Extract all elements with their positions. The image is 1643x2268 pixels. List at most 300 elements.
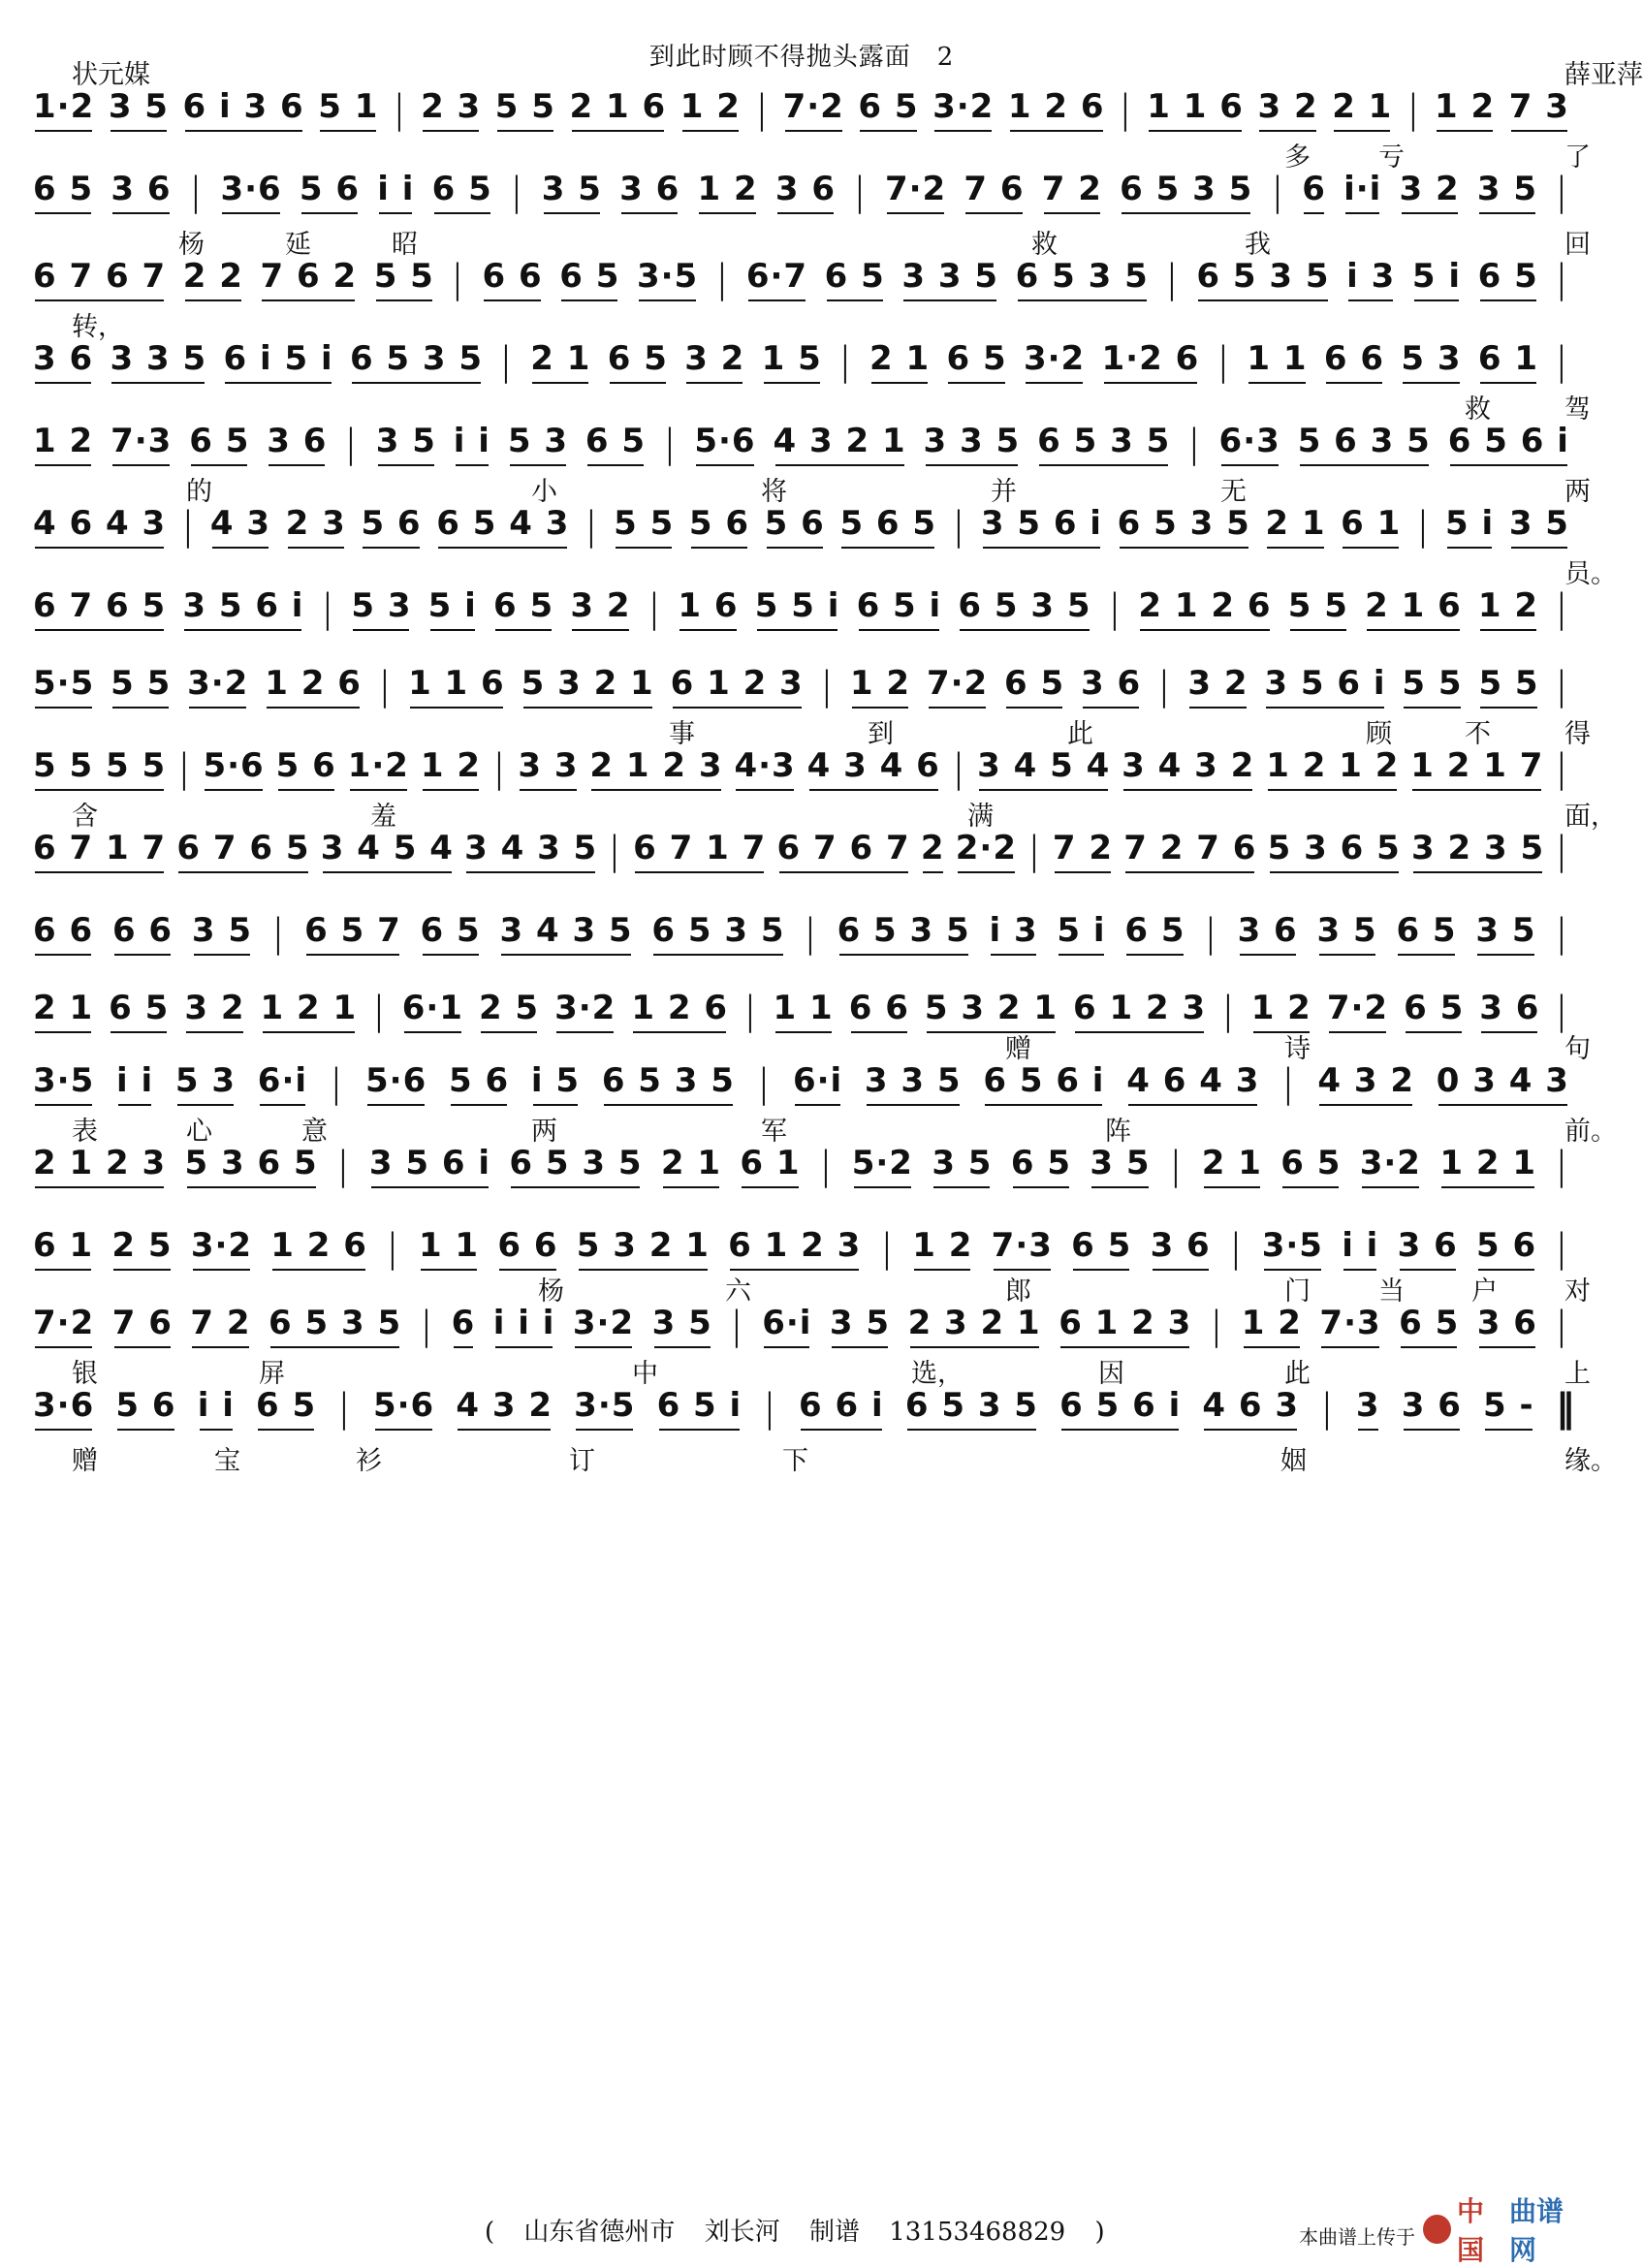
note-group: 5 5 xyxy=(614,504,674,549)
lyric-char: 军 xyxy=(761,1117,787,1147)
note-group: 1 2 6 xyxy=(270,1226,367,1271)
lyric-char: 此 xyxy=(1067,719,1093,749)
note-group: 2 1 2 3 xyxy=(33,1144,166,1188)
note-group: 3·2 xyxy=(187,664,248,709)
note-group: 2 1 xyxy=(1332,87,1392,132)
lyric-char: 订 xyxy=(569,1446,595,1476)
barline: | xyxy=(1558,829,1566,873)
lyric-char: 赠 xyxy=(72,1446,98,1476)
note-group: 3 6 xyxy=(111,170,171,214)
note-group: 6 1 xyxy=(1478,339,1538,384)
note-group: 3 3 xyxy=(518,746,578,791)
note-group: 5·6 xyxy=(365,1061,427,1106)
note-group: 5 i xyxy=(1057,911,1105,956)
note-group: 7 3 xyxy=(1509,87,1569,132)
note-group: 3 2 xyxy=(1187,664,1248,709)
lyric-char: 小 xyxy=(531,477,557,507)
lyric-line xyxy=(33,552,1617,589)
note-group: 6 5 i xyxy=(657,1386,743,1431)
barline: | xyxy=(757,87,767,132)
note-group: 7·2 xyxy=(1327,989,1388,1033)
note-group: 1 2 xyxy=(850,664,910,709)
note-group: 1 1 xyxy=(774,989,834,1033)
note-group: 3 6 xyxy=(267,422,327,466)
barline: | xyxy=(1558,911,1566,956)
barline: | xyxy=(1558,989,1567,1033)
upload-note: 本曲谱上传于 xyxy=(1299,2225,1415,2249)
note-group: 1·2 6 xyxy=(1102,339,1200,384)
lyric-char: 中 xyxy=(632,1359,658,1389)
barline: | xyxy=(191,170,201,214)
note-group: 3 3 5 xyxy=(924,422,1021,466)
note-group: 3·2 xyxy=(573,1304,634,1348)
lyric-char: 因 xyxy=(1098,1359,1124,1389)
logo-mark-icon xyxy=(1423,2215,1451,2244)
note-group: 6 7 1 7 xyxy=(33,829,166,873)
note-group: 5 6 5 xyxy=(839,504,936,549)
note-group: 6 5 xyxy=(1071,1226,1131,1271)
note-group: 6 5 3 5 xyxy=(1037,422,1170,466)
note-group: 6 5 7 xyxy=(304,911,401,956)
lyric-char: 缘。 xyxy=(1564,1446,1617,1476)
note-group: 5 3 2 1 xyxy=(577,1226,710,1271)
lyric-char: 含 xyxy=(72,802,98,832)
note-group: 1 2 xyxy=(1435,87,1495,132)
site-logo[interactable] xyxy=(1423,2195,1588,2266)
note-group: 3 2 xyxy=(684,339,744,384)
note-group: 3 6 xyxy=(1151,1226,1211,1271)
note-group: 3 5 xyxy=(1090,1144,1150,1188)
note-group: 6 xyxy=(1302,170,1326,214)
lyric-char: 银 xyxy=(72,1359,98,1389)
lyric-char: 我 xyxy=(1245,230,1271,260)
note-group: 2 1 xyxy=(869,339,930,384)
lyric-char: 郎 xyxy=(1005,1276,1031,1307)
barline: | xyxy=(380,664,390,709)
note-group: 6 5 xyxy=(493,586,553,631)
note-group: 5 i xyxy=(428,586,477,631)
note-group: 3 3 5 xyxy=(865,1061,962,1106)
note-group: 6 5 xyxy=(33,170,93,214)
note-group: 6 6 xyxy=(33,911,93,956)
barline: | xyxy=(1558,339,1566,384)
barline: | xyxy=(1273,170,1282,214)
note-group: 6 5 xyxy=(946,339,1006,384)
barline: | xyxy=(338,1144,348,1188)
note-group: 6 5 xyxy=(825,257,885,301)
note-group: 1·2 xyxy=(348,746,409,791)
note-group: 6 i 3 6 xyxy=(183,87,304,132)
barline: | xyxy=(395,87,404,132)
note-group: 3 6 xyxy=(1479,989,1539,1033)
note-group: i 5 xyxy=(531,1061,580,1106)
note-group: 3·5 xyxy=(574,1386,635,1431)
note-group: 7 6 xyxy=(112,1304,173,1348)
note-group: 3 4 3 5 xyxy=(499,911,632,956)
note-group: 6 5 xyxy=(1478,257,1538,301)
barline: | xyxy=(183,504,193,549)
note-group: 6 6 xyxy=(1324,339,1384,384)
barline: | xyxy=(1212,1304,1221,1348)
footer-credits xyxy=(485,2212,1126,2248)
lyric-char: 满 xyxy=(967,802,994,832)
lyric-char: 昭 xyxy=(392,230,418,260)
note-group: 6 6 xyxy=(112,911,173,956)
note-group: 6 5 4 3 xyxy=(436,504,569,549)
lyric-char: 姻 xyxy=(1280,1446,1307,1476)
note-group: 3 2 xyxy=(1400,170,1460,214)
note-group: 6 5 3 5 xyxy=(905,1386,1038,1431)
lyric-char: 杨 xyxy=(178,230,205,260)
lyric-char: 了 xyxy=(1564,142,1591,173)
note-group: 6 6 xyxy=(849,989,909,1033)
note-group: 6 7 6 7 xyxy=(777,829,910,873)
lyric-char: 宝 xyxy=(214,1446,240,1476)
note-group: 4 3 2 1 xyxy=(774,422,906,466)
note-group: 5 3 2 1 xyxy=(521,664,654,709)
notation-line xyxy=(33,828,1569,874)
lyric-char: 衫 xyxy=(356,1446,382,1476)
barline: | xyxy=(821,1144,831,1188)
barline: | xyxy=(1558,257,1566,301)
note-group: 3 6 xyxy=(1398,1226,1458,1271)
note-group: 0 3 4 3 xyxy=(1437,1061,1569,1106)
footer-phone: 13153468829 xyxy=(889,2218,1066,2247)
notation-line xyxy=(33,169,1569,215)
note-group: 7 6 xyxy=(964,170,1024,214)
note-group: 7·2 xyxy=(885,170,946,214)
barline: | xyxy=(665,422,675,466)
note-group: 3 5 xyxy=(542,170,602,214)
barline: | xyxy=(1558,586,1566,631)
logo-text-part1: 中国 xyxy=(1456,2195,1484,2266)
note-group: 1 1 xyxy=(1247,339,1307,384)
notation-line xyxy=(33,910,1569,957)
note-group: 1 2 xyxy=(680,87,741,132)
note-group: 4 3 4 6 xyxy=(807,746,940,791)
note-group: 6 5 xyxy=(189,422,249,466)
note-group: 3 6 xyxy=(619,170,679,214)
lyric-char: 的 xyxy=(186,477,212,507)
note-group: 1 2 1 xyxy=(1439,1144,1536,1188)
note-group: 6 5 6 i xyxy=(983,1061,1104,1106)
note-group: 2 1 xyxy=(661,1144,721,1188)
note-group: 2 1 xyxy=(1202,1144,1262,1188)
note-group: i i xyxy=(377,170,414,214)
note-group: 6 xyxy=(452,1304,476,1348)
note-group: 1 2 xyxy=(1251,989,1311,1033)
notation-line xyxy=(33,663,1569,709)
note-group: 7 2 xyxy=(1053,829,1113,873)
lyric-line xyxy=(33,630,1569,663)
note-group: 2 1 2 3 xyxy=(589,746,722,791)
lyric-char: 薛亚萍 xyxy=(1564,60,1643,90)
note-group: 1 2 1 xyxy=(261,989,358,1033)
lyric-line xyxy=(33,1027,1591,1064)
note-group: 1 1 6 xyxy=(408,664,505,709)
note-group: 5 6 xyxy=(449,1061,509,1106)
barline: | xyxy=(422,1304,431,1348)
barline: | xyxy=(586,504,596,549)
barline: | xyxy=(1408,87,1418,132)
note-group: 6·i xyxy=(762,1304,811,1348)
note-group: 1 2 6 xyxy=(265,664,362,709)
note-group: 3 5 xyxy=(109,87,169,132)
lyric-line xyxy=(33,470,1591,507)
note-group: 2·2 xyxy=(956,829,1017,873)
note-group: 2 3 2 1 xyxy=(908,1304,1041,1348)
note-group: 6 1 2 3 xyxy=(671,664,804,709)
note-group: 5 3 2 1 xyxy=(925,989,1058,1033)
lyric-char: 多 xyxy=(1284,142,1311,173)
note-group: 5·2 xyxy=(852,1144,913,1188)
barline: | xyxy=(766,1386,774,1431)
note-group: 6 6 xyxy=(482,257,542,301)
lyric-char: 员。 xyxy=(1564,559,1617,589)
note-group: 3 2 xyxy=(1257,87,1317,132)
note-group: 6 5 xyxy=(585,422,646,466)
note-group: 3 4 5 4 xyxy=(321,829,454,873)
lyric-char: 救 xyxy=(1465,394,1491,425)
note-group: 3 3 5 xyxy=(110,339,206,384)
note-group: 5 5 i xyxy=(755,586,840,631)
lyric-line xyxy=(33,1270,1591,1307)
note-group: 6 7 6 5 xyxy=(33,586,166,631)
note-group: 3 5 6 i xyxy=(369,1144,490,1188)
barline: | xyxy=(806,911,815,956)
notation-line xyxy=(33,1225,1569,1272)
lyric-line xyxy=(33,712,1591,749)
note-group: 2 1 6 xyxy=(1365,586,1462,631)
note-group: 3 5 6 i xyxy=(182,586,303,631)
barline: | xyxy=(494,746,504,791)
note-group: 6·i xyxy=(258,1061,307,1106)
notation-line xyxy=(33,338,1569,385)
note-group: 3 5 xyxy=(652,1304,712,1348)
note-group: 5 6 xyxy=(689,504,749,549)
barline: | xyxy=(1030,829,1039,873)
lyric-char: 不 xyxy=(1465,719,1491,749)
barline: | xyxy=(856,170,865,214)
footer-place: 山东省德州市 xyxy=(523,2218,676,2247)
lyric-char: 两 xyxy=(531,1117,557,1147)
note-group: 1 1 xyxy=(419,1226,479,1271)
notation-line xyxy=(33,1303,1569,1349)
barline: | xyxy=(273,911,283,956)
note-group: i·i xyxy=(1343,170,1381,214)
note-group: 7 2 7 6 xyxy=(1123,829,1256,873)
note-group: 2 3 xyxy=(286,504,346,549)
lyric-line xyxy=(33,1352,1591,1389)
barline: | xyxy=(512,170,521,214)
lyric-line xyxy=(33,1110,1617,1147)
lyric-char: 救 xyxy=(1031,230,1058,260)
note-group: 1 2 1 7 xyxy=(1410,746,1543,791)
note-group: 5 3 xyxy=(175,1061,236,1106)
barline: | xyxy=(347,422,356,466)
note-group: 5 6 xyxy=(1476,1226,1536,1271)
barline: | xyxy=(841,339,850,384)
note-group: 6·7 xyxy=(746,257,807,301)
note-group: 3 2 3 5 xyxy=(1411,829,1544,873)
barline: | xyxy=(375,989,384,1033)
barline: | xyxy=(882,1226,892,1271)
note-group: 5 3 6 5 xyxy=(185,1144,318,1188)
note-group: 6·3 xyxy=(1219,422,1280,466)
lyric-line xyxy=(33,388,1591,425)
note-group: 2 5 xyxy=(479,989,539,1033)
barline: | xyxy=(179,746,189,791)
lyric-char: 杨 xyxy=(538,1276,564,1307)
lyric-char: 此 xyxy=(1284,1359,1311,1389)
footer-author: 刘长河 xyxy=(704,2218,780,2247)
final-barline: ‖ xyxy=(1555,1386,1569,1431)
note-group: 6 5 6 i xyxy=(1059,1386,1181,1431)
notation-line xyxy=(33,1060,1569,1107)
note-group: 1 2 xyxy=(697,170,757,214)
note-group: 1 2 xyxy=(1242,1304,1302,1348)
note-group: 6·1 xyxy=(402,989,463,1033)
note-group: 6 1 2 3 xyxy=(728,1226,861,1271)
note-group: 6 5 3 5 xyxy=(509,1144,642,1188)
notation-line xyxy=(33,585,1569,632)
lyric-line xyxy=(33,795,1617,832)
note-group: i 3 xyxy=(989,911,1037,956)
lyric-char: 屏 xyxy=(259,1359,285,1389)
note-group: 5 6 xyxy=(276,746,336,791)
note-group: 6 1 2 3 xyxy=(1073,989,1206,1033)
score-title: 到此时顾不得抛头露面 2 xyxy=(648,43,955,72)
note-group: 5 5 xyxy=(111,664,171,709)
note-group: 6 5 xyxy=(109,989,169,1033)
lyric-char: 无 xyxy=(1220,477,1247,507)
barline: | xyxy=(1207,911,1216,956)
barline: | xyxy=(733,1304,742,1348)
note-group: 6 1 xyxy=(33,1226,93,1271)
note-group: 2 1 xyxy=(1265,504,1325,549)
barline: | xyxy=(1323,1386,1332,1431)
note-group: 3·6 xyxy=(220,170,281,214)
note-group: 6·i xyxy=(793,1061,842,1106)
note-group: 3 5 xyxy=(830,1304,890,1348)
note-group: 6 5 xyxy=(1004,664,1064,709)
note-group: 3·2 xyxy=(554,989,616,1033)
note-group: 5 6 xyxy=(765,504,825,549)
note-group: 1 2 6 xyxy=(1008,87,1105,132)
barline: | xyxy=(717,257,727,301)
note-group: 5·5 xyxy=(33,664,94,709)
lyric-char: 句 xyxy=(1564,1034,1591,1064)
note-group: 6 5 xyxy=(1404,989,1464,1033)
lyric-char: 转， xyxy=(72,312,124,342)
lyric-char: 得 xyxy=(1564,719,1591,749)
note-group: i i xyxy=(454,422,490,466)
note-group: 3 3 5 xyxy=(901,257,998,301)
note-group: 3 6 xyxy=(1402,1386,1462,1431)
note-group: 6 5 3 5 xyxy=(837,911,970,956)
note-group: i i xyxy=(198,1386,235,1431)
lyric-char: 上 xyxy=(1564,1359,1591,1389)
lyric-char: 选， xyxy=(911,1359,964,1389)
note-group: 3 4 3 2 xyxy=(1122,746,1254,791)
lyric-line xyxy=(33,136,1591,173)
note-group: 3·5 xyxy=(33,1061,94,1106)
note-group: 5 i xyxy=(1445,504,1494,549)
note-group: 5 5 xyxy=(495,87,555,132)
note-group: 3·5 xyxy=(637,257,698,301)
note-group: 4 6 4 3 xyxy=(1126,1061,1259,1106)
note-group: 3·2 xyxy=(191,1226,252,1271)
note-group: 6 6 xyxy=(497,1226,557,1271)
note-group: 2 2 xyxy=(183,257,243,301)
note-group: 3 6 xyxy=(33,339,93,384)
note-group: 5 3 xyxy=(508,422,568,466)
notation-line xyxy=(33,745,1569,792)
note-group: 3 5 xyxy=(932,1144,992,1188)
barline: | xyxy=(954,746,964,791)
note-group: 7·3 xyxy=(1319,1304,1380,1348)
barline: | xyxy=(822,664,832,709)
note-group: 3 5 xyxy=(192,911,252,956)
lyric-char: 并 xyxy=(991,477,1017,507)
note-group: 4 3 xyxy=(210,504,270,549)
note-group: 7·2 xyxy=(927,664,988,709)
note-group: 3 2 xyxy=(184,989,244,1033)
barline: | xyxy=(1110,586,1120,631)
note-group: 5 3 xyxy=(351,586,411,631)
note-group: 6 1 2 3 xyxy=(1058,1304,1191,1348)
note-group: 6 5 3 5 xyxy=(602,1061,735,1106)
note-group: 3 5 xyxy=(1509,504,1569,549)
note-group: 3·5 xyxy=(1262,1226,1323,1271)
note-group: 6 5 xyxy=(256,1386,316,1431)
note-group: 7·3 xyxy=(992,1226,1053,1271)
note-group: 6 5 3 5 xyxy=(1120,170,1252,214)
note-group: 3 5 xyxy=(1317,911,1377,956)
barline: | xyxy=(340,1386,349,1431)
lyric-char: 亏 xyxy=(1378,142,1405,173)
lyric-line xyxy=(33,305,1569,342)
note-group: 3 5 xyxy=(376,422,436,466)
lyric-char: 下 xyxy=(782,1446,808,1476)
note-group: 3·2 xyxy=(1360,1144,1421,1188)
note-group: 6 5 6 i xyxy=(1448,422,1569,466)
lyric-char: 驾 xyxy=(1564,394,1591,425)
barline: | xyxy=(649,586,659,631)
lyric-line xyxy=(33,955,1569,988)
note-group: 5 3 xyxy=(1401,339,1461,384)
note-group: 6 1 xyxy=(740,1144,800,1188)
barline: | xyxy=(454,257,463,301)
note-group: 3·2 xyxy=(1024,339,1085,384)
note-group: 5 1 xyxy=(318,87,378,132)
notation-line xyxy=(33,256,1569,302)
note-group: 3 2 xyxy=(570,586,630,631)
note-group: 6 5 xyxy=(608,339,668,384)
note-group: 3 4 5 4 xyxy=(977,746,1110,791)
note-group: 2 1 xyxy=(33,989,93,1033)
note-group: 5 5 xyxy=(1478,664,1538,709)
lyric-char: 前。 xyxy=(1564,1117,1617,1147)
notation-line xyxy=(33,1143,1569,1189)
note-group: 3 xyxy=(1356,1386,1380,1431)
note-group: 5 5 xyxy=(1402,664,1462,709)
note-group: 7 2 xyxy=(1042,170,1102,214)
note-group: i i xyxy=(1342,1226,1378,1271)
note-group: 5·6 xyxy=(694,422,755,466)
note-group: 1·2 xyxy=(33,87,94,132)
note-group: 6 5 3 5 xyxy=(1196,257,1329,301)
